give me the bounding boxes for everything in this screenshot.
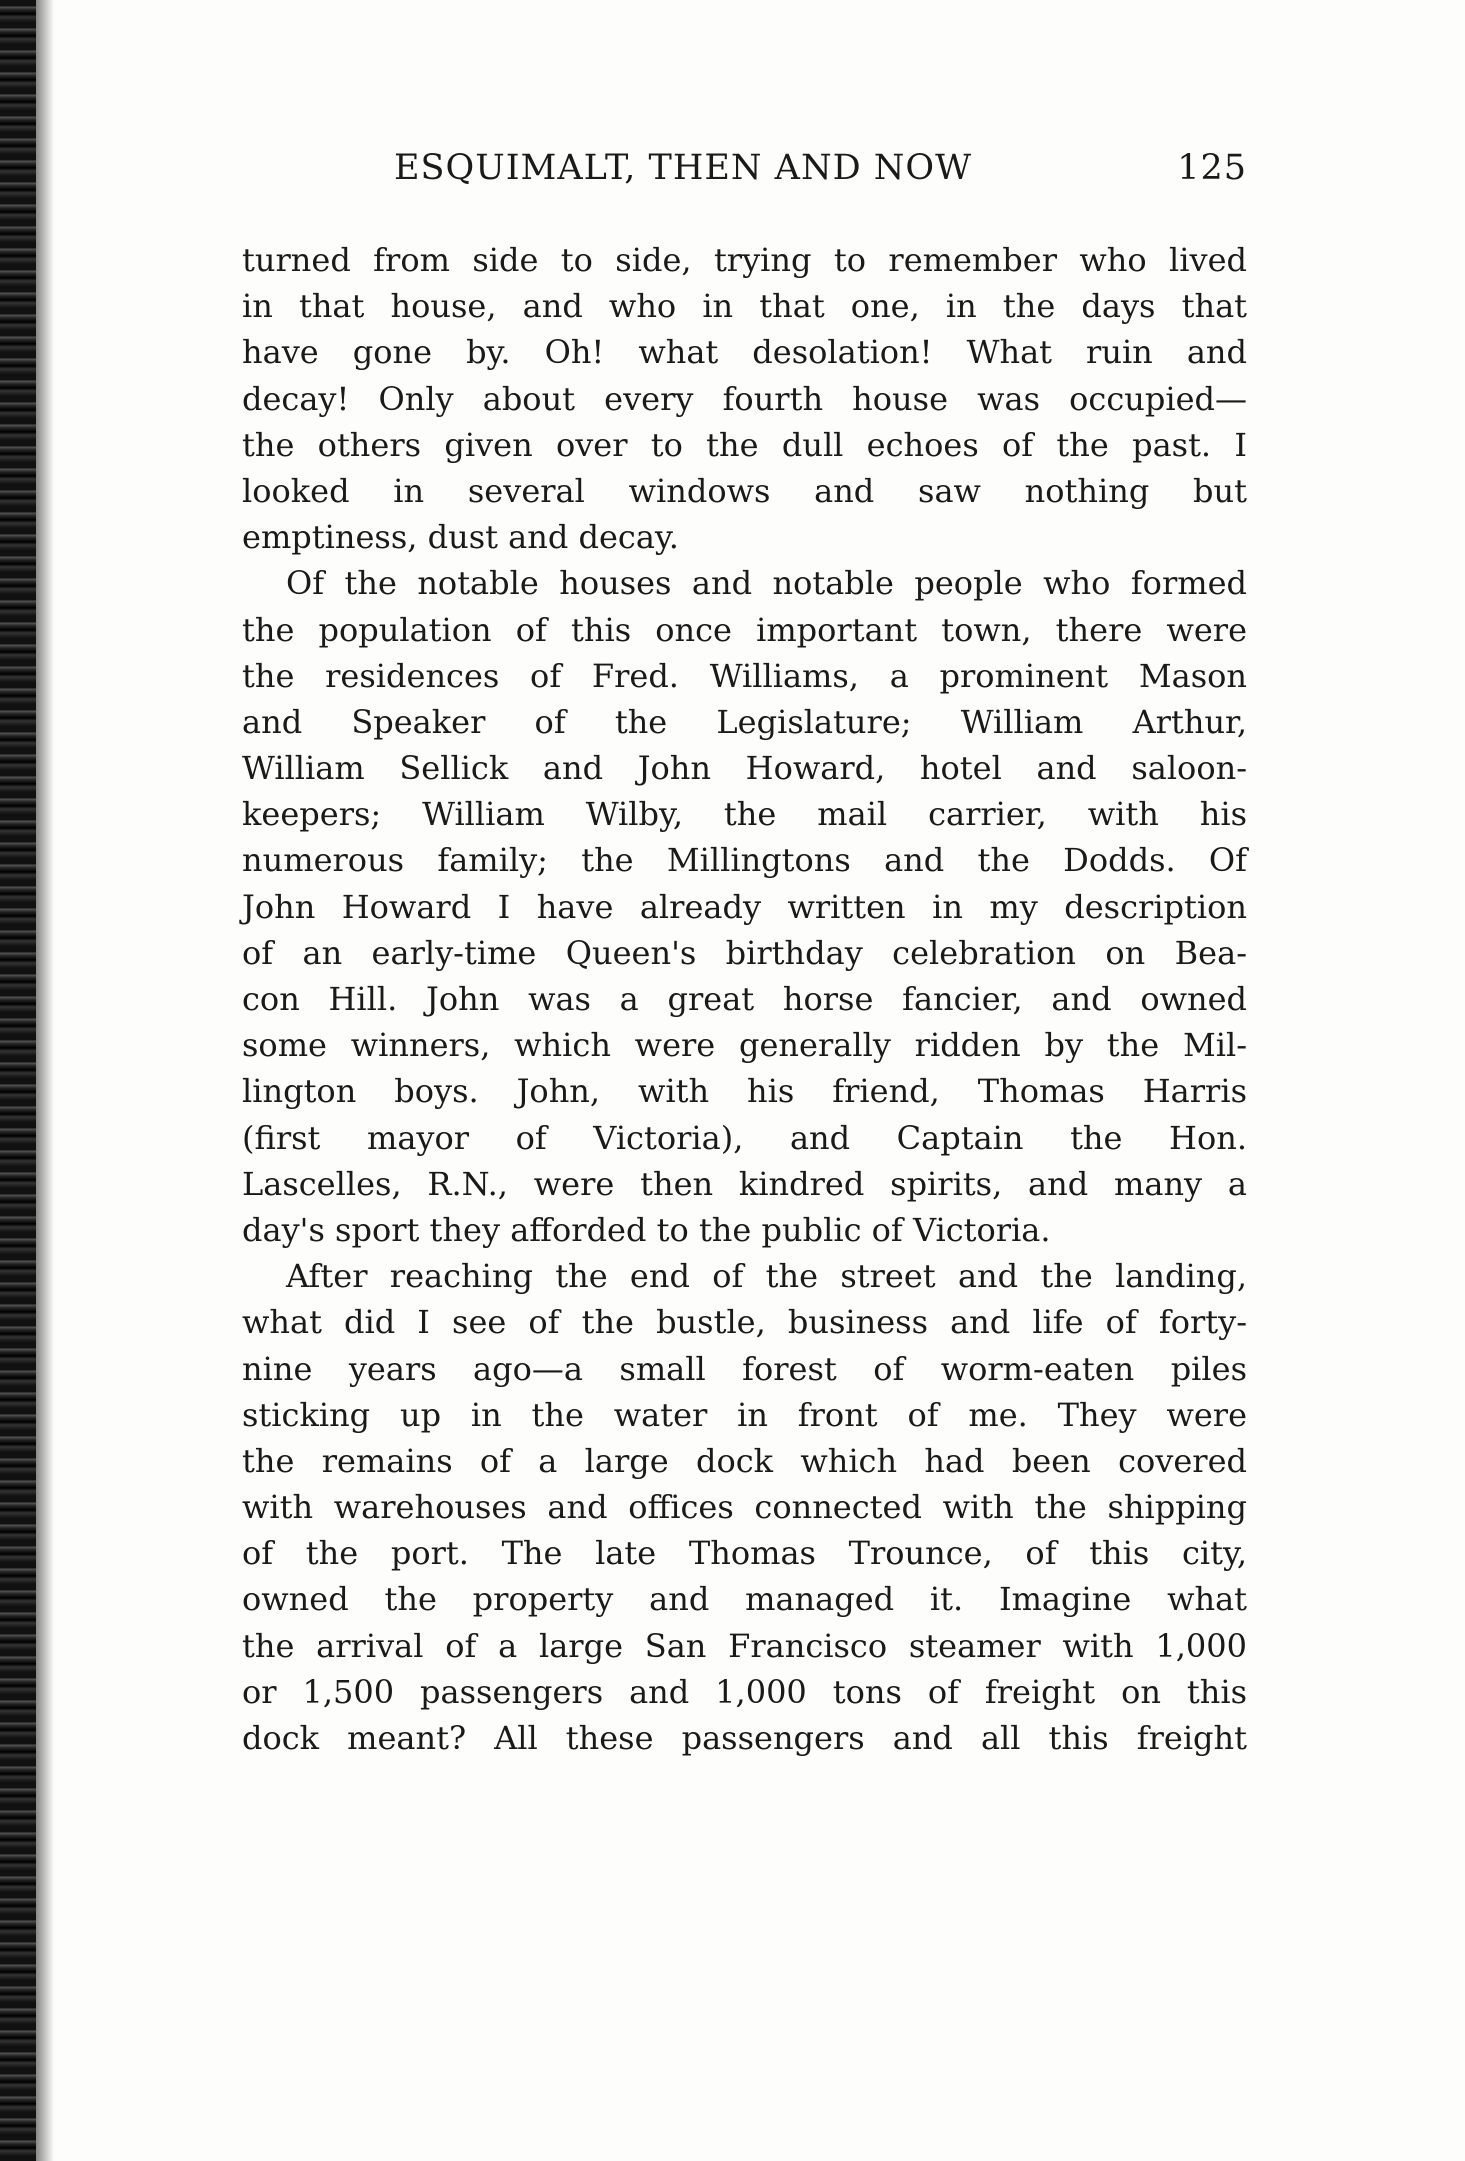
text-line: (first mayor of Victoria), and Captain the Hon.	[242, 1118, 1247, 1157]
page-number: 125	[1177, 148, 1247, 188]
text-line: con Hill. John was a great horse fancier, and owned	[242, 980, 1247, 1018]
text-line: numerous family; the Millingtons and the Dodds. Of	[242, 841, 1247, 880]
text-line: lington boys. John, with his friend, Thomas Harris	[242, 1072, 1247, 1111]
body-text	[242, 237, 1247, 1761]
running-title: ESQUIMALT, THEN AND NOW	[394, 148, 973, 188]
paragraph-1	[242, 237, 1247, 560]
text-line: nine years ago—a small forest of worm-eaten piles	[242, 1349, 1247, 1388]
text-line: turned from side to side, trying to remember who lived	[242, 241, 1247, 279]
text-line: Lascelles, R.N., were then kindred spirits, and many a	[242, 1164, 1247, 1203]
text-line: After reaching the end of the street and the landing,	[286, 1257, 1247, 1296]
text-line: in that house, and who in that one, in the days that	[242, 287, 1247, 326]
text-line: the remains of a large dock which had been covered	[242, 1441, 1247, 1480]
text-line: William Sellick and John Howard, hotel and saloon-	[242, 749, 1247, 788]
paragraph-2	[242, 560, 1247, 1253]
text-line: and Speaker of the Legislature; William Arthur,	[242, 702, 1247, 741]
binding-shadow	[36, 0, 54, 2161]
text-line: of the port. The late Thomas Trounce, of this city,	[242, 1534, 1247, 1573]
text-line: Of the notable houses and notable people who formed	[286, 564, 1247, 603]
text-line: emptiness, dust and decay.	[242, 518, 679, 557]
text-line: what did I see of the bustle, business and life of forty-	[242, 1303, 1247, 1342]
text-line: the others given over to the dull echoes of the past. I	[242, 425, 1247, 464]
text-line: some winners, which were generally ridden by the Mil-	[242, 1026, 1247, 1065]
text-line: decay! Only about every fourth house was occupied—	[242, 379, 1247, 418]
paragraph-3	[242, 1253, 1247, 1761]
text-line: looked in several windows and saw nothing but	[242, 471, 1247, 510]
text-line: dock meant? All these passengers and all this freight	[242, 1719, 1247, 1757]
text-line: the residences of Fred. Williams, a prominent Mason	[242, 656, 1247, 695]
text-line: sticking up in the water in front of me. They were	[242, 1395, 1247, 1434]
text-line: the population of this once important town, there were	[242, 610, 1247, 649]
running-head	[242, 148, 1247, 196]
text-line: day's sport they afforded to the public of Victoria.	[242, 1210, 1051, 1249]
text-line: with warehouses and offices connected with the shipping	[242, 1488, 1247, 1527]
text-line: John Howard I have already written in my description	[242, 887, 1247, 926]
text-line: owned the property and managed it. Imagine what	[242, 1580, 1247, 1619]
text-line: the arrival of a large San Francisco steamer with 1,000	[242, 1626, 1247, 1665]
scanned-binding-edge	[0, 0, 36, 2161]
text-line: of an early-time Queen's birthday celebration on Bea-	[242, 933, 1247, 972]
text-line: have gone by. Oh! what desolation! What ruin and	[242, 333, 1247, 372]
text-line: keepers; William Wilby, the mail carrier, with his	[242, 795, 1247, 834]
text-line: or 1,500 passengers and 1,000 tons of freight on this	[242, 1672, 1247, 1711]
